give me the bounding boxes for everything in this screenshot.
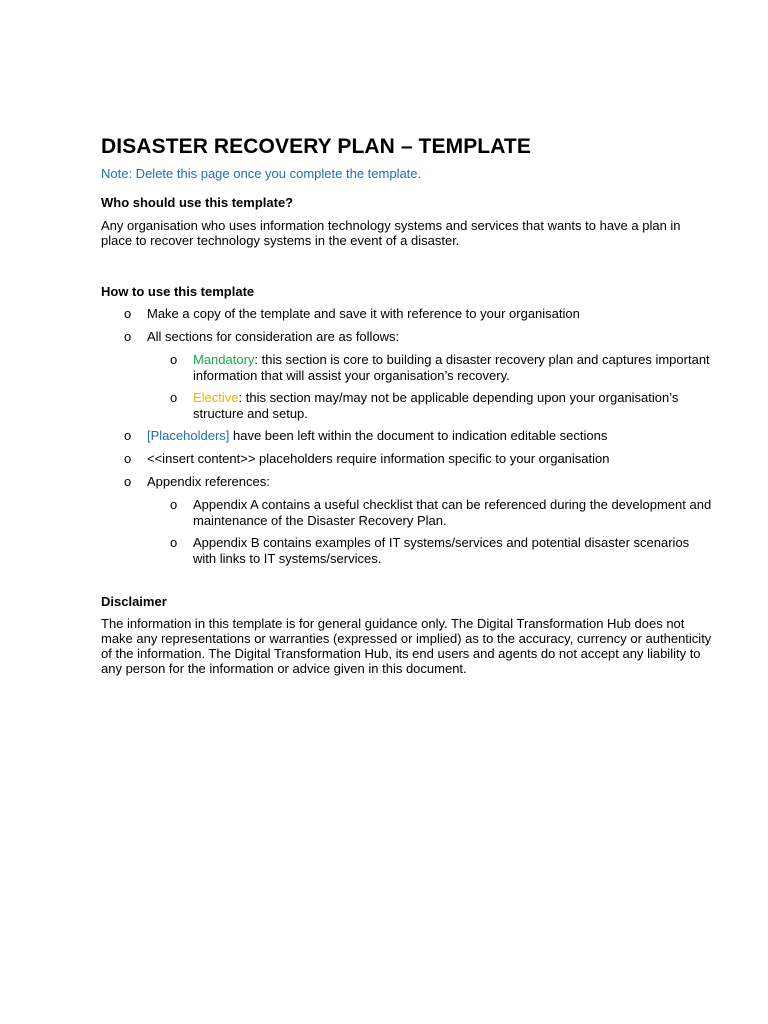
list-item bbox=[170, 390, 713, 421]
who-body: Any organisation who uses information technology systems and services that wants to have a plan in place to recover technology systems in the event of a disaster. bbox=[101, 218, 681, 248]
mandatory-label: Mandatory bbox=[193, 352, 255, 367]
how-heading: How to use this template bbox=[101, 284, 255, 299]
mandatory-text: : this section is core to building a disaster recovery plan and captures important information that will assist your organisation’s recovery. bbox=[193, 352, 710, 383]
item-copy-text: Make a copy of the template and save it with reference to your organisation bbox=[147, 306, 580, 321]
list-item bbox=[124, 474, 713, 490]
disclaimer-body: The information in this template is for general guidance only. The Digital Transformation Hub does not make any representations or warranties (expressed or implied) as to the accuracy, currency or authenticity of the information. The Digital Transformation Hub, its end users and agents do not accept any liability to any person for the information or advice given in this document. bbox=[101, 616, 712, 676]
bullet-marker: o bbox=[124, 329, 132, 344]
insert-content-text: <<insert content>> placeholders require information specific to your organisation bbox=[147, 451, 610, 466]
appendix-references-text: Appendix references: bbox=[147, 474, 270, 489]
elective-label: Elective bbox=[193, 390, 239, 405]
list-item bbox=[124, 329, 713, 345]
item-sections-text: All sections for consideration are as follows: bbox=[147, 329, 400, 344]
list-item bbox=[124, 451, 713, 467]
list-item bbox=[170, 352, 713, 383]
appendix-a-text: Appendix A contains a useful checklist that can be referenced during the development and maintenance of the Disaster Recovery Plan. bbox=[193, 497, 712, 528]
bullet-marker: o bbox=[124, 306, 132, 321]
who-heading: Who should use this template? bbox=[101, 195, 294, 210]
document-title: DISASTER RECOVERY PLAN – TEMPLATE bbox=[101, 135, 531, 158]
elective-text: : this section may/may not be applicable depending upon your organisation’s structure and setup. bbox=[193, 390, 679, 421]
bullet-marker: o bbox=[170, 535, 178, 550]
delete-note: Note: Delete this page once you complete the template. bbox=[101, 166, 422, 181]
bullet-marker: o bbox=[124, 451, 132, 466]
bullet-marker: o bbox=[170, 390, 178, 405]
bullet-marker: o bbox=[170, 497, 178, 512]
list-item bbox=[124, 306, 713, 322]
list-item bbox=[124, 428, 713, 444]
placeholders-label: [Placeholders] bbox=[147, 428, 230, 443]
list-item bbox=[170, 535, 713, 566]
bullet-marker: o bbox=[124, 428, 132, 443]
appendix-b-text: Appendix B contains examples of IT systems/services and potential disaster scenarios with links to IT systems/services. bbox=[193, 535, 690, 566]
list-item bbox=[170, 497, 713, 528]
placeholders-text: have been left within the document to indication editable sections bbox=[229, 428, 608, 443]
disclaimer-heading: Disclaimer bbox=[101, 594, 167, 609]
bullet-marker: o bbox=[124, 474, 132, 489]
bullet-marker: o bbox=[170, 352, 178, 367]
